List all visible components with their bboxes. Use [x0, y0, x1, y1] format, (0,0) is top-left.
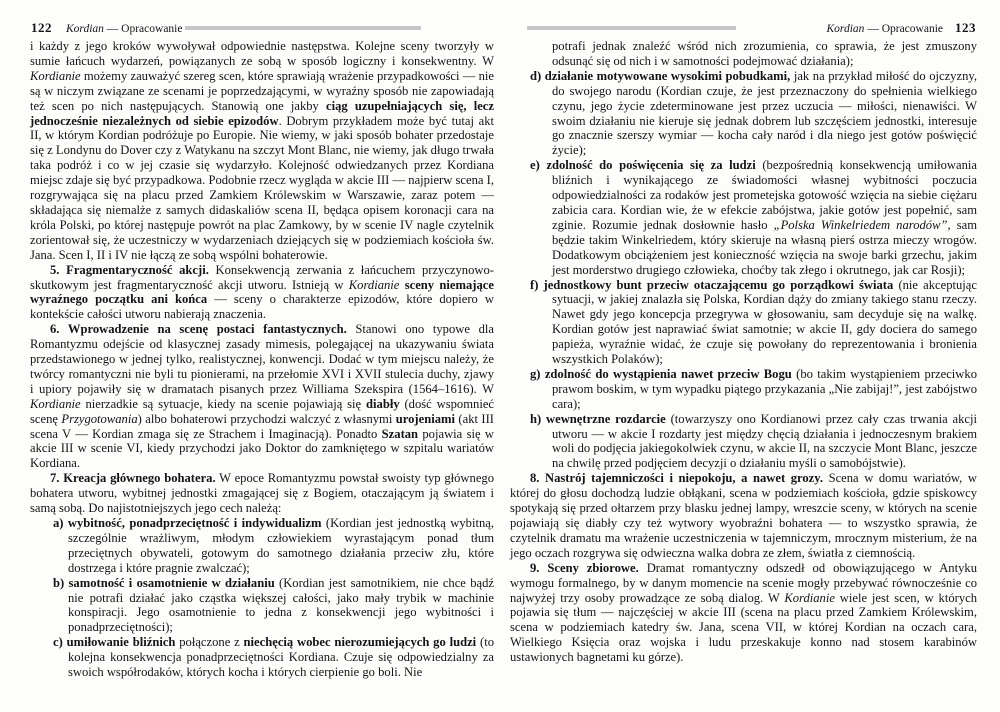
text-run: Konsekwencją zerwania z łańcuchem przyczynowo-skutkowym jest fragmentaryczność akcji utworu. Istnieją w: [30, 262, 494, 292]
text-run: jednostkowy bunt przeciw otaczającemu go porządkowi świata: [543, 277, 894, 292]
text-run: pojawia się w akcie III w scenie VI, kiedy przychodzi jako Doktor do zamkniętego w szpitalu wariatów Kordiana.: [30, 426, 494, 471]
numbered-paragraph: [510, 471, 977, 560]
list-item-b: [30, 576, 494, 636]
list-item-h: [510, 412, 977, 472]
text-run: (bezpośrednią konsekwencją umiłowania bliźnich i wynikającego ze świadomości własnej wybitności poczucia odpowiedzialności za rodaków jest prometejska gotowość wzięcia na siebie ciężaru zabicia cara. Kordian wie, że w efekcie zabójstwa, jakie gotów jest popełnić, sam zginie. Rozumie jednak dosłownie hasło: [552, 158, 977, 232]
text-run: niechęcią wobec nierozumiejących go ludzi: [243, 635, 477, 650]
list-marker: f): [530, 277, 544, 292]
text-run: (to kolejna konsekwencja ponadprzeciętności Kordiana. Czuje się odpowiedzialny za swoich współrodaków, których kocha i których cierpienie go boli. Nie: [68, 635, 495, 680]
list-marker: e): [530, 158, 547, 173]
list-marker: b): [53, 575, 69, 590]
text-run: (Kordian jest jednostką wybitną, szczególnie wrażliwym, młodym człowiekiem wyrastającym ponad tłum przeciętnych obywateli, gotowym do samotnego działania przeciw złu, które dostrzega i które pragnie zwalczać);: [68, 516, 495, 575]
text-run: umiłowanie bliźnich: [66, 635, 176, 650]
text-run: (akt III scena V — Kordian zmaga się ze Strachem i Imaginacją). Ponadto: [30, 411, 494, 441]
text-run: 9. Sceny zbiorowe.: [530, 560, 639, 575]
list-item-g: [510, 367, 977, 412]
header-rule-left: [185, 26, 421, 30]
numbered-paragraph: [510, 561, 977, 665]
running-title-book: Kordian: [826, 23, 865, 35]
paragraph: [30, 39, 494, 263]
text-run: (Kordian jest samotnikiem, nie chce bądź nie potrafi działać jako cząstka większej całości, jako mały trybik w machinie konspiracji. Jego osamotnienie to jedna z konsekwencji jego wybitności i ponadprzeciętności);: [68, 575, 494, 635]
text-run: Przygotowania: [61, 411, 138, 426]
text-run: — sceny o charakterze epizodów, które dopiero w kontekście całości utworu nabierają znaczenia.: [30, 292, 494, 322]
text-run: (nie akceptując sytuacji, w jakiej znalazła się Polska, Kordian dąży do zmiany takiego stanu rzeczy. Nawet gdy jego koncepcja przegrywa w głosowaniu, sam decyduje się na walkę. Kordian gotów jest naprawiać świat samotnie; w akcie II, gdy dociera do samego papieża, wyraźnie widać, że czuje się powołany do reprezentowania i bronienia wszystkich Polaków);: [552, 277, 977, 367]
text-run: Scena w domu wariatów, w której do głosu dochodzą ludzie obłąkani, scena w podziemiach kościoła, gdzie spiskowcy spotykają się przed ołtarzem przy blasku jednej lampy, wreszcie sceny, w których na scenie pojawiają się diabły czy też wytwory wyobraźni bohatera — to wszystko sprawia, że czytelnik dramatu ma wrażenie uczestniczenia w tajemniczym, mrocznym misterium, że na jego oczach rozgrywa się odwieczna walka dobra ze złem, światła z ciemnością.: [510, 471, 977, 560]
header-rule-right: [527, 26, 736, 30]
text-column-left: [30, 39, 494, 680]
text-run: urojeniami: [395, 411, 456, 426]
list-marker: g): [530, 366, 545, 381]
list-item-f: [510, 278, 977, 367]
text-run: „Polska Winkelriedem narodów”,: [773, 217, 951, 232]
text-run: wybitność, ponadprzeciętność i indywidualizm: [67, 516, 322, 530]
text-run: Kordianie: [30, 396, 81, 411]
text-run: ) albo bohaterowi przychodzi walczyć z własnymi: [137, 411, 396, 426]
text-run: Kordianie: [30, 68, 81, 83]
running-title-section: — Opracowanie: [867, 23, 943, 35]
text-run: Kordianie: [784, 590, 835, 605]
page-number-left: 122: [31, 20, 52, 35]
list-item-e: [510, 158, 977, 277]
list-item-d: [510, 69, 977, 158]
paragraph: [510, 39, 977, 69]
page-number-right: 123: [955, 20, 976, 35]
running-title-book: Kordian: [66, 23, 104, 35]
text-run: sceny niemające wyraźnego początku ani końca: [30, 277, 494, 307]
text-run: zdolność do poświęcenia się za ludzi: [546, 158, 756, 173]
text-run: wewnętrzne rozdarcie: [546, 411, 666, 426]
text-run: samotność i osamotnienie w działaniu: [68, 575, 275, 590]
list-marker: h): [530, 411, 547, 426]
text-run: zdolność do wystąpienia nawet przeciw Bogu: [544, 366, 792, 381]
text-run: wiele jest scen, w których pojawia się tłum — najczęściej w akcie III (scena na placu przed Zamkiem Królewskim, scena w podziemiach katedry św. Jana, scena VII, w której Kordian na oczach cara, Wielkiego Księcia oraz wojska i ludu przeskakuje konno nad stosem karabinów ustawionych bagnetami ku górze).: [510, 590, 978, 665]
text-run: Szatan: [381, 426, 419, 441]
text-run: (bo takim wystąpieniem przeciwko prawom boskim, w tym wypadku piątego przykazania „Nie zabijaj!”, jest zabójstwo cara);: [552, 366, 977, 411]
text-run: potrafi jednak znaleźć wśród nich zrozumienia, co sprawia, że jest zmuszony odsunąć się od nich i w samotności podejmować działania);: [552, 39, 977, 68]
running-header-left: [31, 20, 182, 36]
text-run: Kordianie: [348, 277, 400, 292]
text-run: połączone z: [175, 635, 244, 650]
text-run: nierzadkie są sytuacje, kiedy na scenie pojawiają się: [80, 396, 367, 411]
text-run: Stanowi ono typowe dla Romantyzmu odejście od klasycznej zasady mimesis, polegającej na ukazywaniu świata przedstawionego w jednej tylko, realistycznej, konwencji. Dodać w tym miejscu należy, że twórcy romantyczni nie byli tu pionierami, na przełomie XVI i XVII stulecia duchy, zjawy i upiory pojawiły się w dramatach pisanych przez Williama Szekspira (1564–1616). W: [30, 322, 494, 396]
running-title-section: — Opracowanie: [106, 23, 183, 35]
text-run: 5. Fragmentaryczność akcji.: [50, 262, 209, 277]
text-run: (towarzyszy ono Kordianowi przez cały czas trwania akcji utworu — w akcie I rozdarty jest między chęcią działania i jednoczesnym brakiem woli do podjęcia jakiegokolwiek czynu, w akcie II, na szczycie Mont Blanc, jeszcze na chwilę przed podjęciem decyzji o działaniu myśli o samobójstwie).: [552, 411, 977, 471]
running-header-right: [827, 20, 976, 36]
text-run: . Dobrym przykładem może być tutaj akt II, w którym Kordian podróżuje po Europie. Nie wiemy, w jaki sposób bohater przedostaje się z Londynu do Dover czy z Watykanu na szczyt Mont Blanc, nie wiemy, jak długo trwała taka podróż i co w jej czasie się wydarzyło. Kolejność odwiedzanych przez Kordiana miejsc zdaje się być przypadkowa. Podobnie rzecz wygląda w akcie III — najpierw scena I, rozgrywająca się na placu przed Zamkiem Królewskim w Warszawie, zaraz potem — składająca się niemalże z samych didaskaliów scena II, będąca opisem koronacji cara na króla Polski, po której następuje powrót na plac Zamkowy, by w scenie IV nagle czytelnik zorientował się, że uczestniczy w wydarzeniach dziejących się w podziemiach kościoła św. Jana. Scen I, II i IV nie łączą ze sobą wspólni bohaterowie.: [30, 113, 494, 262]
text-run: ciąg uzupełniających się, lecz jednocześnie niezależnych od siebie epizodów: [30, 98, 494, 128]
text-run: 6. Wprowadzenie na scenę postaci fantastycznych.: [50, 322, 347, 337]
text-run: jak na przykład miłość do ojczyzny, do swojego narodu (Kordian czuje, że jest przeznaczony do spełnienia wielkiego czynu, jego życie zdeterminowane jest przez uczucia — miłości, nienawiści. W swoim działaniu nie kieruje się jednak dobrem lub szczęściem jednostki, interesuje go znacznie szerszy wymiar — kocha cały naród i dla niego jest gotów poświęcić życie);: [552, 68, 977, 158]
numbered-paragraph: [30, 471, 494, 516]
list-marker: a): [53, 516, 68, 530]
text-run: (dość wspomnieć scenę: [30, 396, 494, 426]
text-column-right: [510, 39, 977, 665]
list-marker: c): [53, 635, 67, 650]
text-run: i każdy z jego kroków wywoływał odpowiednie następstwa. Kolejne sceny tworzyły w sumie łańcuch wydarzeń, powiązanych ze sobą w sposób logiczny i konsekwentny. W: [30, 39, 494, 68]
list-marker: d): [530, 68, 545, 83]
list-item-c: [30, 635, 494, 680]
numbered-paragraph: [30, 322, 494, 471]
text-run: możemy zauważyć szereg scen, które sprawiają wrażenie przypadkowości — nie są w niczym związane ze scenami je poprzedzającymi, w wyraźny sposób nie zapowiadają też scen po nich następujących. Stanowią one jakby: [30, 68, 494, 113]
text-run: sam będzie takim Winkelriedem, który skieruje na własną pierś ostrza mieczy wrogów. Dodatkowym obciążeniem jest konieczność wzięcia na swoje barki grzechu, jakim jest morderstwo drugiego człowieka, choćby tak złego i okrutnego, jak car Rosji);: [552, 217, 977, 277]
text-run: 8. Nastrój tajemniczości i niepokoju, a nawet grozy.: [530, 471, 824, 486]
text-run: 7. Kreacja głównego bohatera.: [50, 471, 216, 486]
text-run: diabły: [366, 396, 400, 411]
text-run: Dramat romantyczny odszedł od obowiązującego w Antyku wymogu formalnego, by w danym momencie na scenie mogły przebywać równocześnie co najwyżej trzy osoby prowadzące ze sobą dialog. W: [510, 560, 977, 605]
text-run: działanie motywowane wysokimi pobudkami,: [544, 68, 791, 83]
text-run: W epoce Romantyzmu powstał swoisty typ głównego bohatera utworu, wybitnej jednostki zmagającej się z Bogiem, otaczającym ją światem i samą sobą. Do najistotniejszych jego cech należą:: [30, 471, 495, 516]
numbered-paragraph: [30, 263, 494, 323]
list-item-a: [30, 516, 494, 576]
